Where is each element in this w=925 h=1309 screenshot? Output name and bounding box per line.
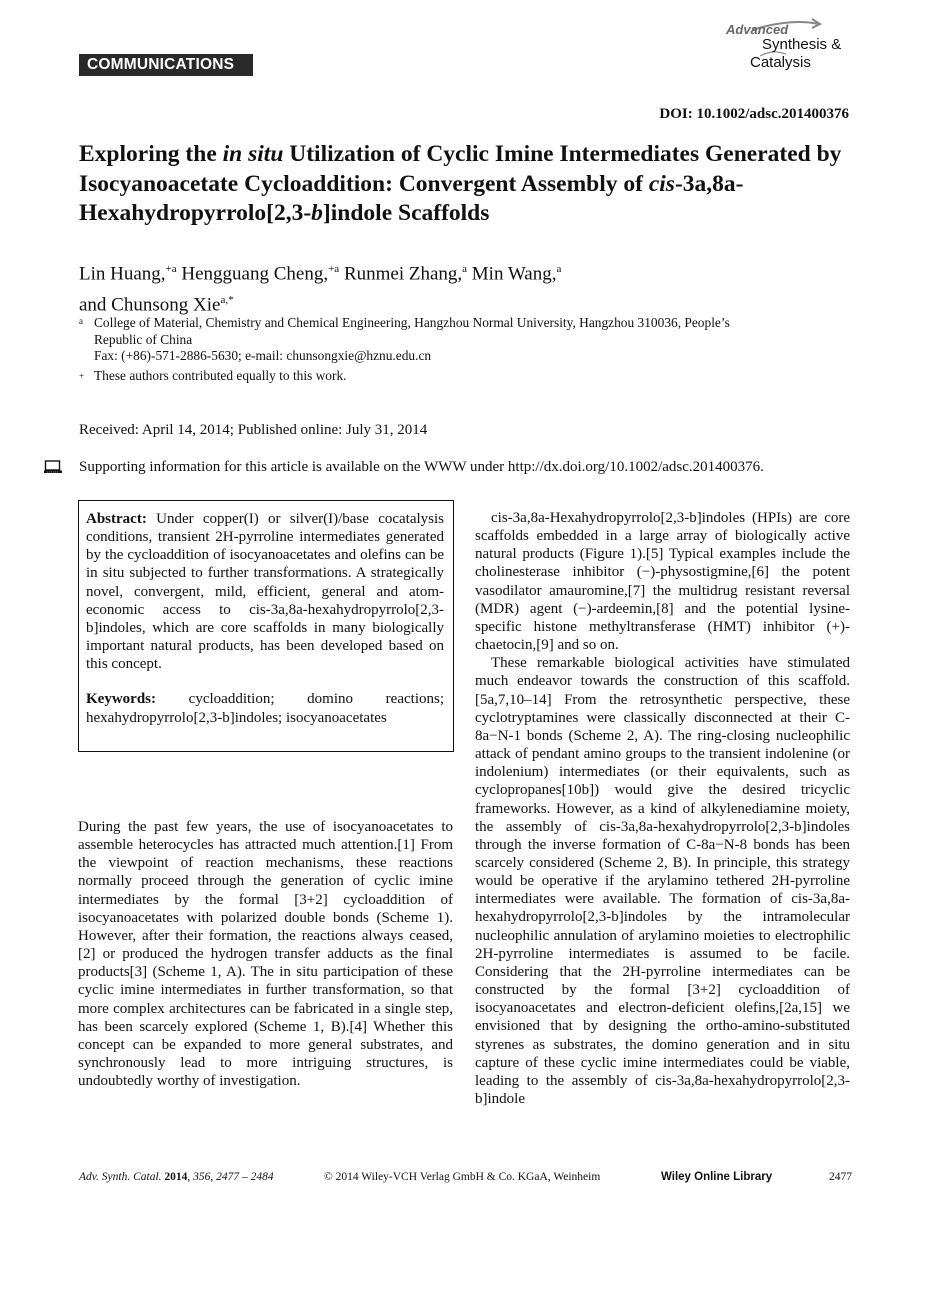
body-paragraph: These remarkable biological activities have stimulated much endeavor towards the construction of this scaffold.[5a,7,10–14] From the retrosynthetic perspective, these cyclotryptamines were classically disconnected at their C-8a−N-1 bonds (Scheme 2, A). The ring-closing nucleophilic attack of pendant amino groups to the transient indolenine (or indolenium) intermediates (or their equivalents, such as cyclopropanes[10b]) would give the desired tricyclic frameworks. However, as a kind of alkylenediamine moiety, the assembly of cis-3a,8a-hexahydropyrrolo[2,3-b]indoles through the inverse formation of C-8a−N-8 bonds has been scarcely considered (Scheme 2, B). In principle, this strategy would be operative if the arylamino tethered 2H-pyrroline intermediates were available. The formation of cis-3a,8a-hexahydropyrrolo[2,3-b]indoles by the intramolecular nucleophilic annulation of arylamino moieties to electrophilic 2H-pyrroline intermediates is assumed to be facile. Considering that the 2H-pyrroline intermediates can be constructed by the formal [3+2] cycloaddition of isocyanoacetates and electron-deficient olefins,[2a,15] we envisioned that by designing the ortho-amino-substituted styrenes as substrates, the domino generation and in situ capture of these cyclic imine intermediates could be viable, leading to the assembly of cis-3a,8a-hexahydropyrrolo[2,3-b]indole [475, 655, 850, 1107]
author-name: Hengguang Cheng, [181, 263, 329, 285]
author-name: Min Wang, [471, 263, 557, 285]
body-paragraph: During the past few years, the use of isocyanoacetates to assemble heterocycles has attracted much attention.[1] From the viewpoint of reaction mechanisms, these reactions normally proceed through the generation of cyclic imine intermediates by the formal [3+2] cycloaddition of isocyanoacetates with polarized double bonds (Scheme 1). However, after their formation, the reactions always ceased,[2] or produced the hydrogen transfer adducts as the final products[3] (Scheme 1, A). The in situ participation of these cyclic imine intermediates in further transformation, so that more complex architectures can be fabricated in a single step, has been scarcely explored (Scheme 1, B).[4] Whether this concept can be expanded to more general substrates, and synchronously lead to more intriguing structures, is undoubtedly worthy of investigation. [78, 819, 453, 1090]
abstract-box [78, 500, 454, 752]
wiley-online-library-link[interactable]: Wiley Online Library [661, 1171, 773, 1183]
affiliation-a: a College of Material, Chemistry and Chemical Engineering, Hangzhou Normal University, Hangzhou 310036, People’s Republic of China Fax: (+86)-571-2886-5630; e-mail: chunsongxie@hznu.edu.cn [79, 315, 859, 365]
author-name: Runmei Zhang, [343, 263, 463, 285]
footer-copyright: © 2014 Wiley-VCH Verlag GmbH & Co. KGaA, Weinheim [324, 1171, 601, 1183]
author-list: Lin Huang,$^{+a}$ Hengguang Cheng,$^{+a}$ Runmei Zhang,$^a$ Min Wang,$^a$ and Chunsong Xie$^{a,*}$ [79, 263, 562, 316]
abstract: Abstract: Under copper(I) or silver(I)/base cocatalysis conditions, transient 2H-pyrroline intermediates generated by the cycloaddition of isocyanoacetates and olefins can be in situ subjected to further transformations. A strategically novel, convergent, mild, efficient, general and atom-economic access to cis-3a,8a-hexahydropyrrolo[2,3-b]indoles, which are core scaffolds in many biologically important natural products, has been developed based on this concept. [86, 511, 444, 673]
footer-citation: Adv. Synth. Catal. 2014, 356, 2477 – 2484 [79, 1171, 274, 1183]
affiliation-note: + These authors contributed equally to this work. [79, 368, 347, 383]
article-title: Exploring the in situ Utilization of Cyclic Imine Intermediates Generated by Isocyanoacetate Cycloaddition: Convergent Assembly of cis-3a,8a-Hexahydropyrrolo[2,3-b]indole Scaffolds [79, 141, 842, 226]
journal-logo [722, 18, 857, 76]
supporting-info[interactable]: Supporting information for this article is available on the WWW under http://dx.doi.org/10.1002/adsc.201400376. [79, 459, 764, 475]
logo-catalysis-text: Catalysis [750, 54, 811, 71]
section-banner: COMMUNICATIONS [79, 54, 253, 76]
body-paragraph: cis-3a,8a-Hexahydropyrrolo[2,3-b]indoles (HPIs) are core scaffolds embedded in a large array of biologically active natural products (Figure 1).[5] Typical examples include the cholinesterase inhibitor (−)-physostigmine,[6] the potent vasodilator amauromine,[7] the multidrug resistant reversal (MDR) agent (−)-ardeemin,[8] and the potential lysine-specific histone methyltransferase (HMT) inhibitor (+)-chaetocin,[9] and so on. [475, 510, 850, 654]
supporting-info-icon [44, 460, 62, 474]
page-number: 2477 [829, 1171, 852, 1183]
body-column-left [78, 818, 453, 1090]
author-name: Lin Huang, [79, 263, 166, 285]
doi[interactable]: DOI: 10.1002/adsc.201400376 [659, 106, 849, 122]
logo-synthesis-text: Synthesis & [762, 36, 842, 53]
keywords: Keywords: cycloaddition; domino reactions; hexahydropyrrolo[2,3-b]indoles; isocyanoacetates [86, 691, 444, 726]
received-date: Received: April 14, 2014; Published online: July 31, 2014 [79, 422, 428, 438]
body-column-right [475, 509, 850, 1108]
contact-info[interactable]: Fax: (+86)-571-2886-5630; e-mail: chunsongxie@hznu.edu.cn [94, 348, 432, 363]
author-name: and Chunsong Xie [79, 294, 221, 316]
logo-advanced-text: Advanced [726, 22, 789, 37]
